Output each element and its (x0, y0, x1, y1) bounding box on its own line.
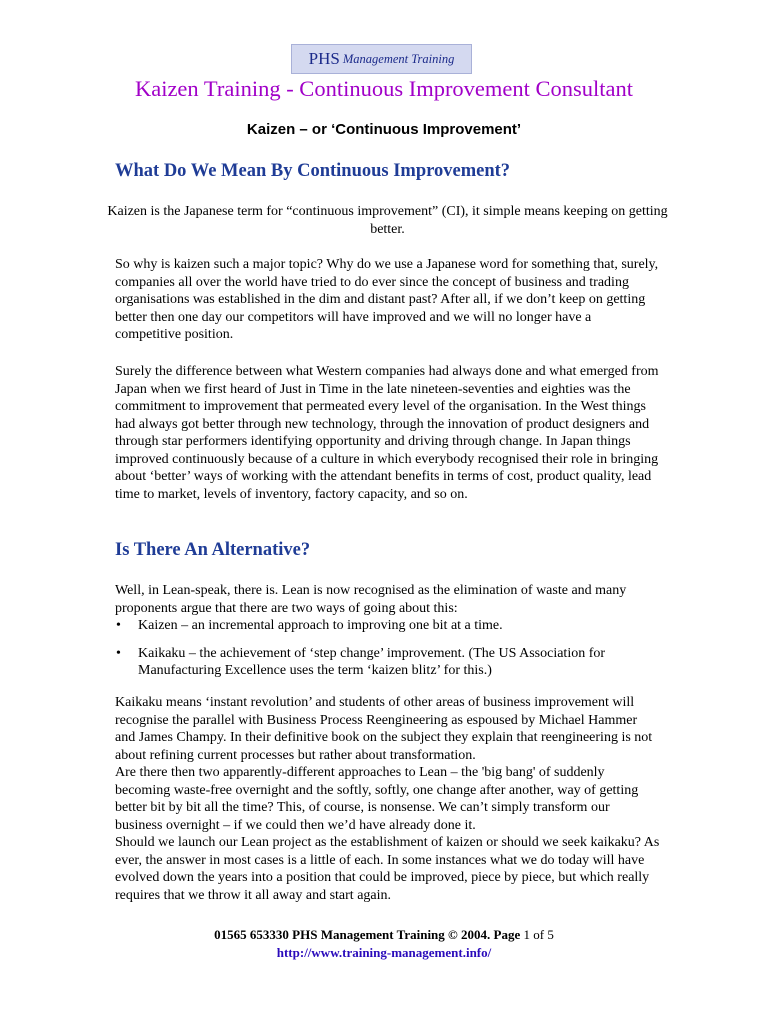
phs-logo (291, 44, 472, 74)
logo-brand: PHS (308, 49, 340, 68)
page-title: Kaizen Training - Continuous Improvement Consultant (134, 76, 634, 101)
bullet-icon: • (116, 618, 121, 633)
list-item-text: Kaikaku – the achievement of ‘step change’ improvement. (The US Association for Manufacturing Excellence uses the term ‘kaizen blitz’ for this.) (138, 645, 606, 678)
bullet-icon: • (116, 645, 121, 661)
list-item (115, 617, 660, 635)
section-heading-alternative: Is There An Alternative? (115, 540, 311, 560)
footer-copyright: 01565 653330 PHS Management Training © 2004. (214, 927, 494, 942)
paragraph-kaikaku: Kaikaku means ‘instant revolution’ and students of other areas of business improvement will recognise the parallel with Business Process Reengineering as espoused by Michael Hammer and James Champy. In their definitive book on the subject they explain that reengineering is not about refining current processes but rather about transformation. (115, 695, 653, 763)
list-item (115, 645, 660, 680)
page-subtitle: Kaizen – or ‘Continuous Improvement’ (246, 121, 522, 138)
footer-page-total: of 5 (529, 927, 554, 942)
logo-tagline: Management Training (342, 51, 455, 66)
footer-url-link[interactable]: http://www.training-management.info/ (276, 945, 492, 960)
paragraph-launch-lean: Should we launch our Lean project as the establishment of kaizen or should we seek kaikaku? As ever, the answer in most cases is a little of each. In some instances what we do today will have evolved down the years into a position that could be improved, piece by piece, but which really requires that we throw it all away and start again. (115, 835, 660, 903)
paragraph-why-kaizen: So why is kaizen such a major topic? Why do we use a Japanese word for something that, surely, companies all over the world have tried to do ever since the concept of business and trading organisations was established in the dim and distant past? After all, if we don’t keep on getting better then one day our competitors will have improved and we will no longer have a competitive position. (115, 257, 659, 342)
footer-page-label: Page (493, 927, 521, 942)
footer-line (0, 927, 768, 943)
paragraph-west-vs-japan: Surely the difference between what Western companies had always done and what emerged from Japan when we first heard of Just in Time in the late nineteen-seventies and eighties was the commitment to improvement that permeated every level of the organisation. In the West things had always got better through new technology, through the innovation of product designers and through star performers identifying opportunity and driving through change. In Japan things improved continuously because of a culture in which everybody recognised their role in bringing about ‘better’ ways of working with the attendant benefits in terms of cost, product quality, lead time to market, levels of inventory, factory capacity, and so on. (115, 364, 659, 502)
list-item-text: Kaizen – an incremental approach to improving one bit at a time. (138, 618, 503, 633)
bullet-list (115, 617, 660, 680)
footer-page-number: 1 (523, 927, 530, 942)
paragraph-two-approaches: Are there then two apparently-different approaches to Lean – the 'big bang' of suddenly becoming waste-free overnight and the softly, softly, one change after another, way of getting better bit by bit all the time? This, of course, is nonsense. We can’t simply transform our business overnight – if we could then we’d have already done it. (115, 765, 639, 833)
paragraph-lean-speak: Well, in Lean-speak, there is. Lean is now recognised as the elimination of waste and many proponents argue that there are two ways of going about this: (115, 583, 627, 616)
section-heading-what: What Do We Mean By Continuous Improvement? (115, 161, 511, 181)
intro-paragraph: Kaizen is the Japanese term for “continuous improvement” (CI), it simple means keeping on getting better. (107, 204, 668, 237)
footer-url-line (0, 945, 768, 961)
